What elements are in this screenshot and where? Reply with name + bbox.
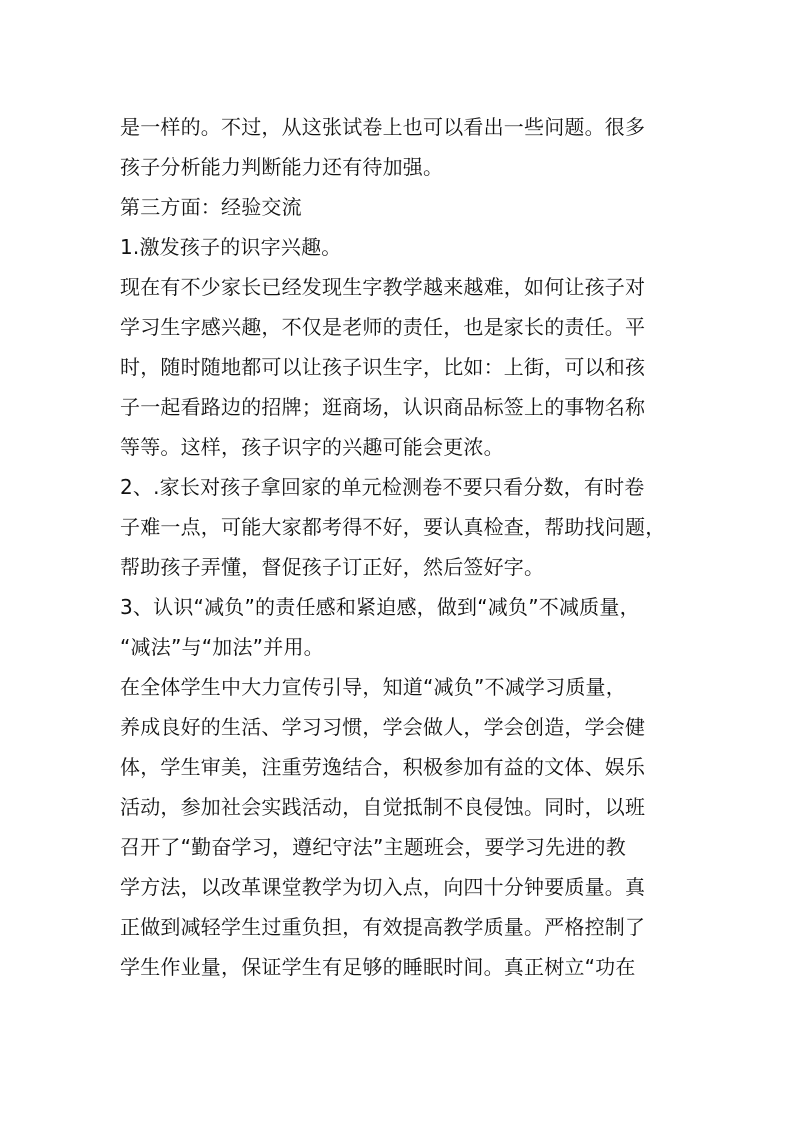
text-line-7: 时，随时随地都可以让孩子识生字，比如：上街，可以和孩 [120, 355, 646, 379]
text-line-2: 孩子分析能力判断能力还有待加强。 [120, 155, 444, 179]
text-line-13: 3、认识“减负”的责任感和紧迫感，做到“减负”不减质量， [120, 595, 640, 619]
document-body [120, 107, 700, 987]
text-line-1: 是一样的。不过，从这张试卷上也可以看出一些问题。很多 [120, 115, 646, 139]
text-line-10: 2、.家长对孩子拿回家的单元检测卷不要只看分数，有时卷 [120, 475, 645, 499]
text-line-15: 在全体学生中大力宣传引导，知道“减负”不减学习质量， [120, 675, 626, 699]
section-heading: 第三方面：经验交流 [120, 195, 302, 219]
text-line-5: 现在有不少家长已经发现生字教学越来越难，如何让孩子对 [120, 275, 646, 299]
text-line-19: 召开了“勤奋学习，遵纪守法”主题班会，要学习先进的教 [120, 835, 626, 859]
text-line-21: 正做到减轻学生过重负担，有效提高教学质量。严格控制了 [120, 915, 646, 939]
text-line-17: 体，学生审美，注重劳逸结合，积极参加有益的文体、娱乐 [120, 755, 646, 779]
text-line-12: 帮助孩子弄懂，督促孩子订正好，然后签好字。 [120, 555, 545, 579]
text-line-11: 子难一点，可能大家都考得不好，要认真检查，帮助找问题， [120, 515, 666, 539]
text-line-16: 养成良好的生活、学习习惯，学会做人，学会创造，学会健 [120, 715, 646, 739]
text-line-20: 学方法，以改革课堂教学为切入点，向四十分钟要质量。真 [120, 875, 646, 899]
subheading-1: 1.激发孩子的识字兴趣。 [120, 235, 342, 259]
text-line-8: 子一起看路边的招牌；逛商场，认识商品标签上的事物名称 [120, 395, 646, 419]
text-line-9: 等等。这样，孩子识字的兴趣可能会更浓。 [120, 435, 504, 459]
text-line-18: 活动，参加社会实践活动，自觉抵制不良侵蚀。同时，以班 [120, 795, 646, 819]
text-line-22: 学生作业量，保证学生有足够的睡眠时间。真正树立“功在 [120, 955, 636, 979]
text-line-14: “减法”与“加法”并用。 [120, 635, 324, 659]
text-line-6: 学习生字感兴趣，不仅是老师的责任，也是家长的责任。平 [120, 315, 646, 339]
